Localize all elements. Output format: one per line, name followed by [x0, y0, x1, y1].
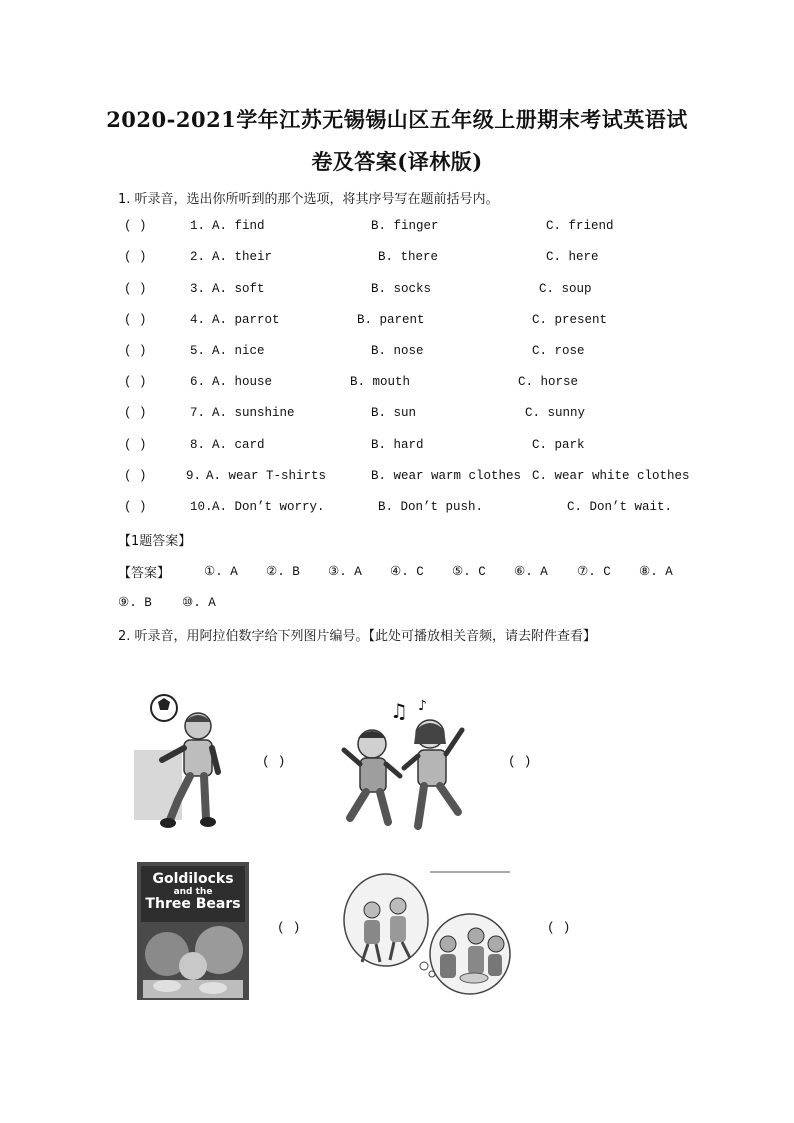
picture-thought-bubble-scene — [340, 870, 512, 998]
answer-label: 【答案】 — [118, 566, 171, 581]
option-a: A. parrot — [212, 313, 280, 327]
option-b: B. parent — [357, 313, 425, 327]
option-c: C. wear white clothes — [532, 469, 690, 483]
answer-value: ⑥. A — [514, 565, 548, 579]
document-title-line-2: 卷及答案(译林版) — [311, 149, 483, 174]
option-a: A. wear T-shirts — [206, 469, 327, 483]
svg-text:♪: ♪ — [418, 698, 427, 714]
answer-value: ⑦. C — [577, 565, 611, 579]
picture-number-blank[interactable]: ( ) — [508, 754, 532, 769]
picture-number-blank[interactable]: ( ) — [262, 754, 286, 769]
option-b: B. finger — [371, 219, 439, 233]
svg-text:♫: ♫ — [390, 699, 408, 723]
question-1-item — [118, 282, 698, 302]
answer-bracket[interactable]: ( ) — [124, 250, 147, 264]
answer-bracket[interactable]: ( ) — [124, 313, 147, 327]
answer-value: ①. A — [204, 565, 238, 579]
document-title-line-1: 2020-2021学年江苏无锡锡山区五年级上册期末考试英语试 — [106, 107, 688, 132]
item-number: 4. — [190, 313, 206, 327]
option-a: A. Don’t worry. — [212, 500, 325, 514]
answer-bracket[interactable]: ( ) — [124, 469, 147, 483]
item-number: 1. — [190, 219, 206, 233]
item-number: 10. — [190, 500, 213, 514]
picture-number-blank[interactable]: ( ) — [277, 920, 301, 935]
book-title-line: and the — [173, 887, 213, 897]
question-1-item — [118, 344, 698, 364]
option-a: A. sunshine — [212, 406, 295, 420]
option-b: B. wear warm clothes — [371, 469, 522, 483]
answer-bracket[interactable]: ( ) — [124, 344, 147, 358]
book-title-line: Goldilocks — [152, 871, 234, 887]
option-a: A. find — [212, 219, 265, 233]
picture-children-dancing — [332, 694, 477, 834]
option-b: B. nose — [371, 344, 424, 358]
answer-value: ②. B — [266, 565, 300, 579]
item-number: 3. — [190, 282, 206, 296]
answer-bracket[interactable]: ( ) — [124, 375, 147, 389]
question-1-item — [118, 438, 698, 458]
option-a: A. nice — [212, 344, 265, 358]
option-a: A. house — [212, 375, 273, 389]
option-c: C. sunny — [525, 406, 586, 420]
item-number: 7. — [190, 406, 206, 420]
answer-bracket[interactable]: ( ) — [124, 500, 147, 514]
option-b: B. sun — [371, 406, 417, 420]
answer-value: ⑩. A — [182, 596, 216, 610]
question-2-instruction: 2. 听录音，用阿拉伯数字给下列图片编号。【此处可播放相关音频，请去附件查看】 — [118, 629, 597, 644]
item-number: 9. — [186, 469, 202, 483]
question-1-item — [118, 313, 698, 333]
picture-number-blank[interactable]: ( ) — [547, 920, 571, 935]
option-a: A. soft — [212, 282, 265, 296]
option-b: B. Don’t push. — [378, 500, 484, 514]
answer-value: ⑤. C — [452, 565, 486, 579]
item-number: 8. — [190, 438, 206, 452]
option-b: B. mouth — [350, 375, 411, 389]
question-1-item — [118, 469, 698, 489]
question-1-item — [118, 219, 698, 239]
answer-bracket[interactable]: ( ) — [124, 438, 147, 452]
option-c: C. present — [532, 313, 608, 327]
answer-value: ④. C — [390, 565, 424, 579]
option-b: B. there — [378, 250, 439, 264]
option-c: C. park — [532, 438, 585, 452]
answer-bracket[interactable]: ( ) — [124, 282, 147, 296]
answer-heading: 【1题答案】 — [118, 534, 192, 549]
option-c: C. friend — [546, 219, 614, 233]
question-1-item — [118, 375, 698, 395]
option-c: C. horse — [518, 375, 579, 389]
option-a: A. their — [212, 250, 273, 264]
option-c: C. Don’t wait. — [567, 500, 673, 514]
answer-value: ⑧. A — [639, 565, 673, 579]
option-a: A. card — [212, 438, 265, 452]
question-1-item — [118, 406, 698, 426]
answer-value: ⑨. B — [118, 596, 152, 610]
option-c: C. rose — [532, 344, 585, 358]
question-1-instruction: 1. 听录音，选出你所听到的那个选项，将其序号写在题前括号内。 — [118, 192, 499, 207]
book-title-line: Three Bears — [145, 896, 241, 912]
item-number: 6. — [190, 375, 206, 389]
item-number: 2. — [190, 250, 206, 264]
picture-boy-football — [134, 688, 224, 830]
item-number: 5. — [190, 344, 206, 358]
answer-bracket[interactable]: ( ) — [124, 219, 147, 233]
option-b: B. socks — [371, 282, 432, 296]
answer-key — [118, 562, 698, 612]
option-c: C. soup — [539, 282, 592, 296]
question-1-item — [118, 500, 698, 520]
option-c: C. here — [546, 250, 599, 264]
option-b: B. hard — [371, 438, 424, 452]
picture-goldilocks-book-cover — [137, 862, 249, 1000]
answer-bracket[interactable]: ( ) — [124, 406, 147, 420]
question-1-item — [118, 250, 698, 270]
answer-value: ③. A — [328, 565, 362, 579]
